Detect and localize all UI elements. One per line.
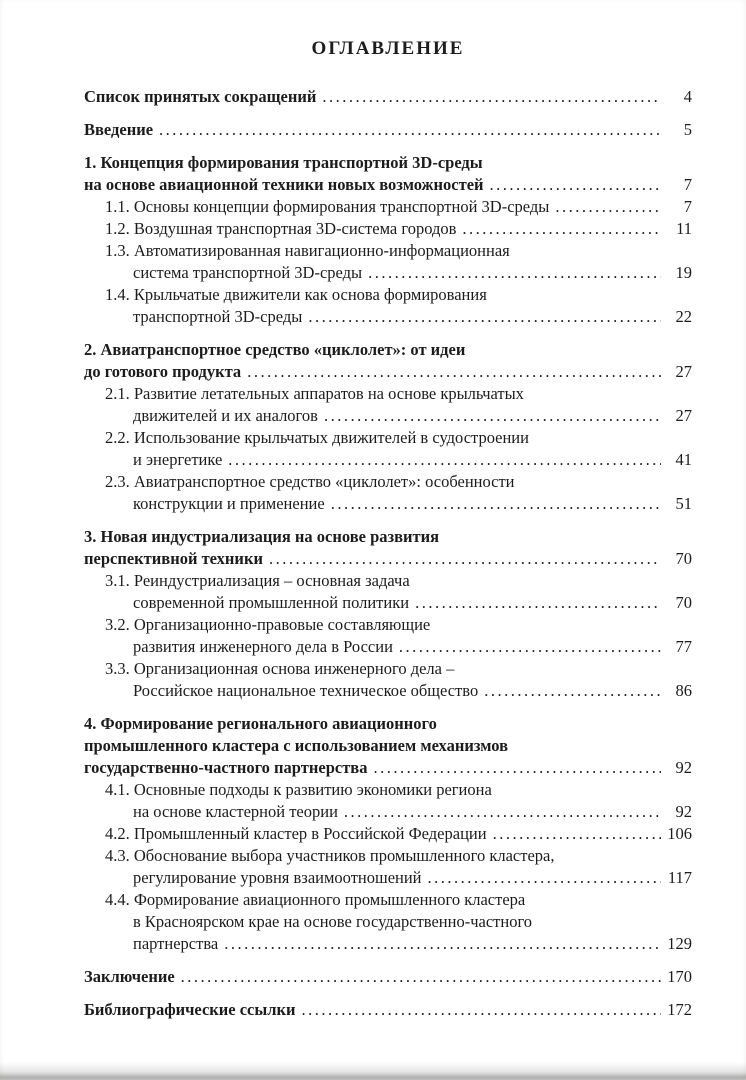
toc-entry-line [84,218,692,240]
toc-entry-line [84,592,692,614]
toc-entry [84,119,692,141]
toc-page-number: 51 [675,494,692,513]
toc-entry-text: на основе авиационной техники новых возможностей [84,175,484,194]
toc-entry-line [84,119,692,141]
toc-entry-text: 3.2. Организационно-правовые составляющие [105,615,431,634]
toc-entry-line [84,548,692,570]
toc-entry [84,526,692,570]
dotted-leader [247,361,661,383]
toc-entry-line [84,713,692,735]
toc-page-number: 5 [683,120,692,139]
toc-entry-line [84,845,692,867]
toc-list [84,86,692,1021]
dotted-leader [269,548,661,570]
toc-page-number: 41 [675,450,692,469]
toc-page-number: 92 [675,758,692,777]
dotted-leader [399,636,661,658]
toc-entry [84,845,692,889]
toc-page-number: 172 [667,1000,692,1019]
dotted-leader [308,306,661,328]
dotted-leader [462,218,661,240]
toc-entry-line [84,196,692,218]
toc-entry-text: система транспортной 3D-среды [133,263,363,282]
toc-entry [84,999,692,1021]
toc-entry-text: движителей и их аналогов [133,406,318,425]
scan-edge-shadow [0,1062,746,1080]
toc-entry-line [84,636,692,658]
toc-entry-text: перспективной техники [84,549,263,568]
toc-entry-line [84,570,692,592]
dotted-leader [224,933,661,955]
toc-page-number: 77 [675,637,692,656]
dotted-leader [368,262,661,284]
toc-entry-text: 1.2. Воздушная транспортная 3D-система городов [105,219,457,238]
toc-entry-text: Введение [84,120,154,139]
toc-entry-line [84,262,692,284]
dotted-leader [415,592,661,614]
dotted-leader [555,196,661,218]
dotted-leader [322,86,661,108]
toc-entry-text: до готового продукта [84,362,242,381]
toc-entry-line [84,86,692,108]
toc-entry-text: на основе кластерной теории [133,802,338,821]
toc-page-number: 70 [675,549,692,568]
toc-entry-line [84,999,692,1021]
toc-entry-text: регулирование уровня взаимоотношений [133,868,422,887]
toc-entry-line [84,174,692,196]
toc-entry-line [84,801,692,823]
dotted-leader [181,966,661,988]
toc-page-number: 27 [675,362,692,381]
toc-entry-line [84,306,692,328]
toc-entry-line [84,680,692,702]
toc-page-number: 86 [675,681,692,700]
toc-entry-line [84,889,692,911]
toc-entry-text: 2.1. Развитие летательных аппаратов на основе крыльчатых [105,384,524,403]
toc-entry-text: и энергетике [133,450,223,469]
toc-entry-text: 2.3. Авиатранспортное средство «циклолет»: особенности [105,472,515,491]
dotted-leader [428,867,661,889]
toc-entry [84,339,692,383]
toc-entry [84,823,692,845]
toc-entry-line [84,383,692,405]
toc-entry-text: промышленного кластера с использованием механизмов [84,736,509,755]
toc-page-number: 7 [683,197,692,216]
toc-entry [84,218,692,240]
toc-entry-text: 1.1. Основы концепции формирования транспортной 3D-среды [105,197,550,216]
toc-entry-text: 3. Новая индустриализация на основе развития [84,527,440,546]
toc-entry-line [84,658,692,680]
toc-entry [84,614,692,658]
page-title: ОГЛАВЛЕНИЕ [311,38,465,59]
toc-entry-line [84,823,692,845]
toc-page-number: 117 [667,868,692,887]
toc-entry-line [84,526,692,548]
dotted-leader [484,680,661,702]
toc-entry [84,471,692,515]
toc-entry-text: 1. Концепция формирования транспортной 3D-среды [84,153,483,172]
dotted-leader [302,999,661,1021]
toc-entry-line [84,614,692,636]
toc-entry [84,966,692,988]
toc-entry-text: 4.4. Формирование авиационного промышленного кластера [105,890,526,909]
toc-page-number: 27 [675,406,692,425]
toc-entry-line [84,735,692,757]
toc-entry [84,713,692,779]
toc-entry-text: Библиографические ссылки [84,1000,296,1019]
toc-page-number: 22 [675,307,692,326]
toc-entry-text: 4.3. Обоснование выбора участников промышленного кластера, [105,846,555,865]
toc-entry-line [84,493,692,515]
toc-entry-text: государственно-частного партнерства [84,758,368,777]
toc-entry-line [84,867,692,889]
toc-entry [84,152,692,196]
toc-entry-line [84,240,692,262]
toc-entry-text: 2. Авиатранспортное средство «циклолет»: от идеи [84,340,466,359]
toc-entry-text: 3.3. Организационная основа инженерного дела – [105,659,455,678]
toc-entry-line [84,339,692,361]
dotted-leader [228,449,661,471]
toc-entry [84,196,692,218]
toc-page-number: 19 [675,263,692,282]
toc-entry-line [84,152,692,174]
toc-entry-text: Заключение [84,967,175,986]
toc-page-number: 11 [676,219,692,238]
toc-entry-text: 2.2. Использование крыльчатых движителей в судостроении [105,428,529,447]
dotted-leader [344,801,661,823]
toc-page-number: 106 [667,824,692,843]
toc-entry-text: Российское национальное техническое общество [133,681,479,700]
toc-page-number: 92 [675,802,692,821]
dotted-leader [159,119,661,141]
toc-entry-text: 4. Формирование регионального авиационного [84,714,437,733]
toc-entry-line [84,449,692,471]
toc-entry-text: конструкции и применение [133,494,325,513]
toc-entry-line [84,471,692,493]
toc-entry [84,383,692,427]
toc-page-number: 170 [667,967,692,986]
dotted-leader [331,493,661,515]
toc-page-number: 7 [683,175,692,194]
toc-entry-text: современной промышленной политики [133,593,410,612]
toc-entry [84,658,692,702]
dotted-leader [373,757,661,779]
toc-entry [84,284,692,328]
toc-entry-line [84,779,692,801]
toc-entry-text: развития инженерного дела в России [133,637,393,656]
dotted-leader [490,174,661,196]
toc-entry-line [84,966,692,988]
toc-entry [84,427,692,471]
toc-entry-line [84,427,692,449]
toc-entry-line [84,911,692,933]
toc-entry-line [84,757,692,779]
toc-entry-line [84,361,692,383]
toc-entry-text: партнерства [133,934,219,953]
toc-page-number: 129 [667,934,692,953]
toc-entry-text: в Красноярском крае на основе государственно-частного [133,912,533,931]
dotted-leader [324,405,661,427]
toc-entry-text: 1.3. Автоматизированная навигационно-информационная [105,241,510,260]
toc-entry [84,889,692,955]
toc-page-number: 70 [675,593,692,612]
toc-entry-text: 1.4. Крыльчатые движители как основа формирования [105,285,487,304]
toc-entry-text: 3.1. Реиндустриализация – основная задача [105,571,410,590]
toc-entry-line [84,284,692,306]
toc-entry [84,240,692,284]
toc-entry [84,779,692,823]
dotted-leader [493,823,661,845]
toc-entry-line [84,405,692,427]
toc-entry [84,86,692,108]
toc-entry-text: 4.2. Промышленный кластер в Российской Федерации [105,824,487,843]
toc-entry-line [84,933,692,955]
toc-page-number: 4 [683,87,692,106]
toc-entry-text: транспортной 3D-среды [133,307,303,326]
toc-entry-text: 4.1. Основные подходы к развитию экономики региона [105,780,492,799]
toc-entry [84,570,692,614]
toc-entry-text: Список принятых сокращений [84,87,317,106]
